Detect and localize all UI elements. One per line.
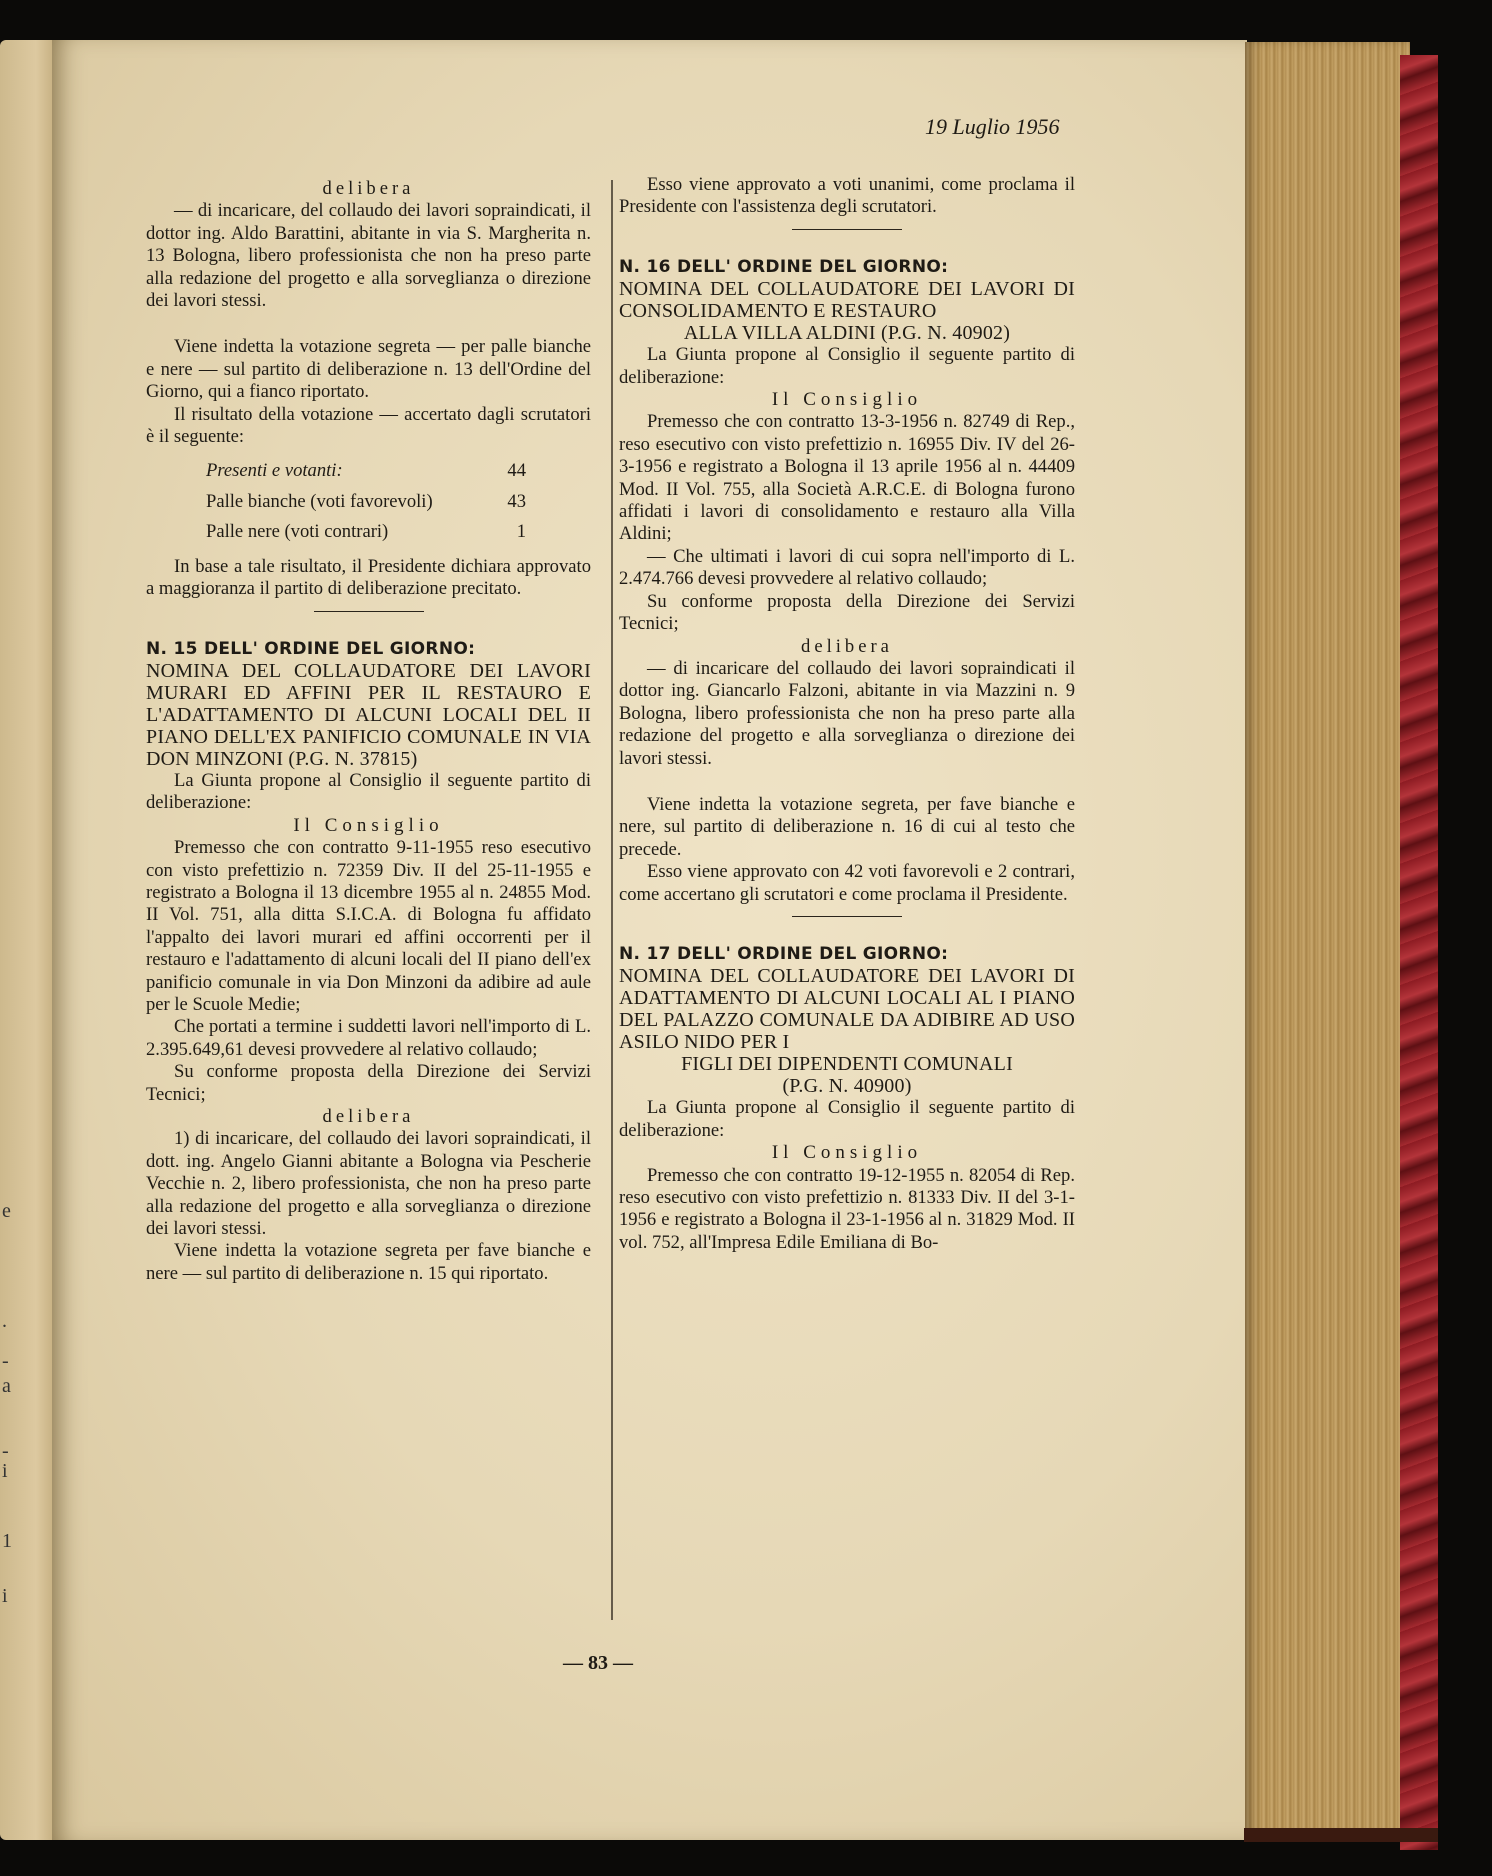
consiglio-heading: Il Consiglio — [771, 1142, 923, 1164]
left-page-fragment: i — [2, 1460, 8, 1482]
left-page-edge — [0, 40, 60, 1840]
paragraph: Premesso che con contratto 19-12-1955 n. 82054 di Rep. reso esecutivo con visto prefettizio n. 81333 Div. II del 3-1-1956 e registrato a Bologna il 23-1-1956 al n. 31829 Mod. II vol. 752, all'Impresa Edile Emiliana di Bo- — [619, 1164, 1075, 1253]
paragraph: Viene indetta la votazione segreta per fave bianche e nere — sul partito di deliberazione n. 15 qui riportato. — [146, 1240, 591, 1284]
left-column — [146, 178, 591, 1285]
consiglio-heading: Il Consiglio — [771, 389, 923, 411]
left-page-fragment: 1 — [2, 1530, 12, 1552]
section-rule — [792, 229, 902, 230]
item-title: NOMINA DEL COLLAUDATORE DEI LAVORI MURARI ED AFFINI PER IL RESTAURO E L'ADATTAMENTO DI ALCUNI LOCALI DEL II PIANO DELL'EX PANIFICIO COMUNALE IN VIA DON MINZONI (P.G. N. 37815) — [146, 659, 591, 770]
paragraph: Esso viene approvato a voti unanimi, come proclama il Presidente con l'assistenza degli scrutatori. — [619, 174, 1075, 218]
paragraph: Premesso che con contratto 13-3-1956 n. 82749 di Rep., reso esecutivo con visto prefettizio n. 16955 Div. IV del 26-3-1956 e registrato a Bologna il 13 aprile 1956 al n. 44409 Mod. II Vol. 755, alla Società A.R.C.E. di Bologna furono affidati i lavori di consolidamento e restauro alla Villa Aldini; — [619, 411, 1075, 545]
page-date-header: 19 Luglio 1956 — [925, 114, 1060, 139]
paragraph: In base a tale risultato, il Presidente dichiara approvato a maggioranza il partito di deliberazione precitato. — [146, 555, 591, 600]
item-title-line: NOMINA DEL COLLAUDATORE DEI LAVORI DI ADATTAMENTO DI ALCUNI LOCALI AL I PIANO DEL PALAZZO COMUNALE DA ADIBIRE AD USO ASILO NIDO PER I — [619, 965, 1075, 1054]
item-title-line: FIGLI DEI DIPENDENTI COMUNALI — [681, 1053, 1013, 1076]
vote-value: 44 — [507, 460, 526, 482]
paragraph: — Che ultimati i lavori di cui sopra nell'importo di L. 2.474.766 devesi provvedere al relativo collaudo; — [619, 545, 1075, 590]
item-title-line: NOMINA DEL COLLAUDATORE DEI LAVORI DI CONSOLIDAMENTO E RESTAURO — [619, 278, 1075, 323]
vote-row — [206, 491, 526, 513]
paragraph: La Giunta propone al Consiglio il seguente partito di deliberazione: — [619, 344, 1075, 388]
paragraph: 1) di incaricare, del collaudo dei lavori sopraindicati, il dott. ing. Angelo Gianni abitante a Bologna via Pescherie Vecchie n. 2, libero professionista, che non ha preso parte alla redazione del progetto e alla sorveglianza o direzione dei lavori stessi. — [146, 1128, 591, 1240]
column-divider — [611, 180, 613, 1620]
paragraph: Su conforme proposta della Direzione dei Servizi Tecnici; — [146, 1061, 591, 1105]
paragraph: Il risultato della votazione — accertato dagli scrutatori è il seguente: — [146, 403, 591, 448]
left-page-fragment: i — [2, 1585, 8, 1607]
left-page-fragment: e — [2, 1200, 11, 1222]
item-title-line: (P.G. N. 40900) — [782, 1075, 912, 1098]
vote-value: 43 — [507, 490, 526, 512]
book-cover-bottom — [1244, 1828, 1438, 1842]
paragraph: Esso viene approvato con 42 voti favorevoli e 2 contrari, come accertano gli scrutatori e come proclama il Presidente. — [619, 861, 1075, 905]
paragraph: — di incaricare, del collaudo dei lavori sopraindicati, il dottor ing. Aldo Barattini, abitante in via S. Margherita n. 13 Bologna, libero professionista che non ha preso parte alla redazione del progetto e alla sorveglianza o direzione dei lavori stessi. — [146, 200, 591, 312]
item-title-line: ALLA VILLA ALDINI (P.G. N. 40902) — [683, 322, 1011, 345]
paragraph: — di incaricare del collaudo dei lavori sopraindicati il dottor ing. Giancarlo Falzoni, abitante in via Mazzini n. 9 Bologna, libero professionista che non ha preso parte alla redazione del progetto e alla sorveglianza o direzione dei lavori stessi. — [619, 657, 1075, 769]
paragraph: Premesso che con contratto 9-11-1955 reso esecutivo con visto prefettizio n. 72359 Div. II del 25-11-1955 e registrato a Bologna il 13 dicembre 1955 al n. 24855 Mod. II Vol. 751, alla ditta S.I.C.A. di Bologna fu affidato l'appalto dei lavori murari ed affini occorrenti per il restauro e l'adattamento di alcuni locali del II piano dell'ex panificio comunale in via Don Minzoni da adibire ad aule per le Scuole Medie; — [146, 837, 591, 1015]
right-column — [619, 174, 1075, 1254]
left-page-fragment: - — [2, 1440, 9, 1462]
paragraph: La Giunta propone al Consiglio il seguente partito di deliberazione: — [619, 1097, 1075, 1141]
item-title — [619, 278, 1075, 344]
vote-label: Palle bianche (voti favorevoli) — [206, 490, 433, 512]
vote-row — [206, 460, 526, 482]
agenda-heading: N. 16 DELL' ORDINE DEL GIORNO: — [619, 256, 949, 277]
paragraph: La Giunta propone al Consiglio il seguente partito di deliberazione: — [146, 769, 591, 814]
book-cover-edge — [1400, 55, 1438, 1850]
page-number: — 83 — — [563, 1652, 633, 1674]
delibera-heading: delibera — [322, 178, 415, 199]
consiglio-heading: Il Consiglio — [293, 814, 444, 836]
delibera-heading: delibera — [322, 1106, 415, 1127]
vote-row — [206, 521, 526, 543]
vote-label: Palle nere (voti contrari) — [206, 521, 389, 543]
paragraph: Viene indetta la votazione segreta, per fave bianche e nere, sul partito di deliberazione n. 16 di cui al testo che precede. — [619, 793, 1075, 860]
paragraph: Su conforme proposta della Direzione dei Servizi Tecnici; — [619, 590, 1075, 635]
vote-results — [206, 460, 591, 543]
agenda-heading: N. 17 DELL' ORDINE DEL GIORNO: — [619, 943, 949, 964]
paragraph: Viene indetta la votazione segreta — per palle bianche e nere — sul partito di deliberazione n. 13 dell'Ordine del Giorno, qui a fianco riportato. — [146, 336, 591, 403]
section-rule — [792, 916, 902, 917]
agenda-heading: N. 15 DELL' ORDINE DEL GIORNO: — [146, 638, 476, 659]
section-rule — [314, 611, 424, 612]
vote-value: 1 — [516, 521, 526, 543]
paragraph: Che portati a termine i suddetti lavori nell'importo di L. 2.395.649,61 devesi provvedere al relativo collaudo; — [146, 1016, 591, 1060]
item-title — [619, 965, 1075, 1097]
delibera-heading: delibera — [801, 635, 893, 657]
left-page-fragment: - — [2, 1350, 9, 1372]
left-page-fragment: a — [2, 1375, 11, 1397]
left-page-fragment: . — [2, 1310, 7, 1332]
vote-label: Presenti e votanti: — [206, 460, 343, 482]
book-fore-edge — [1245, 42, 1410, 1842]
